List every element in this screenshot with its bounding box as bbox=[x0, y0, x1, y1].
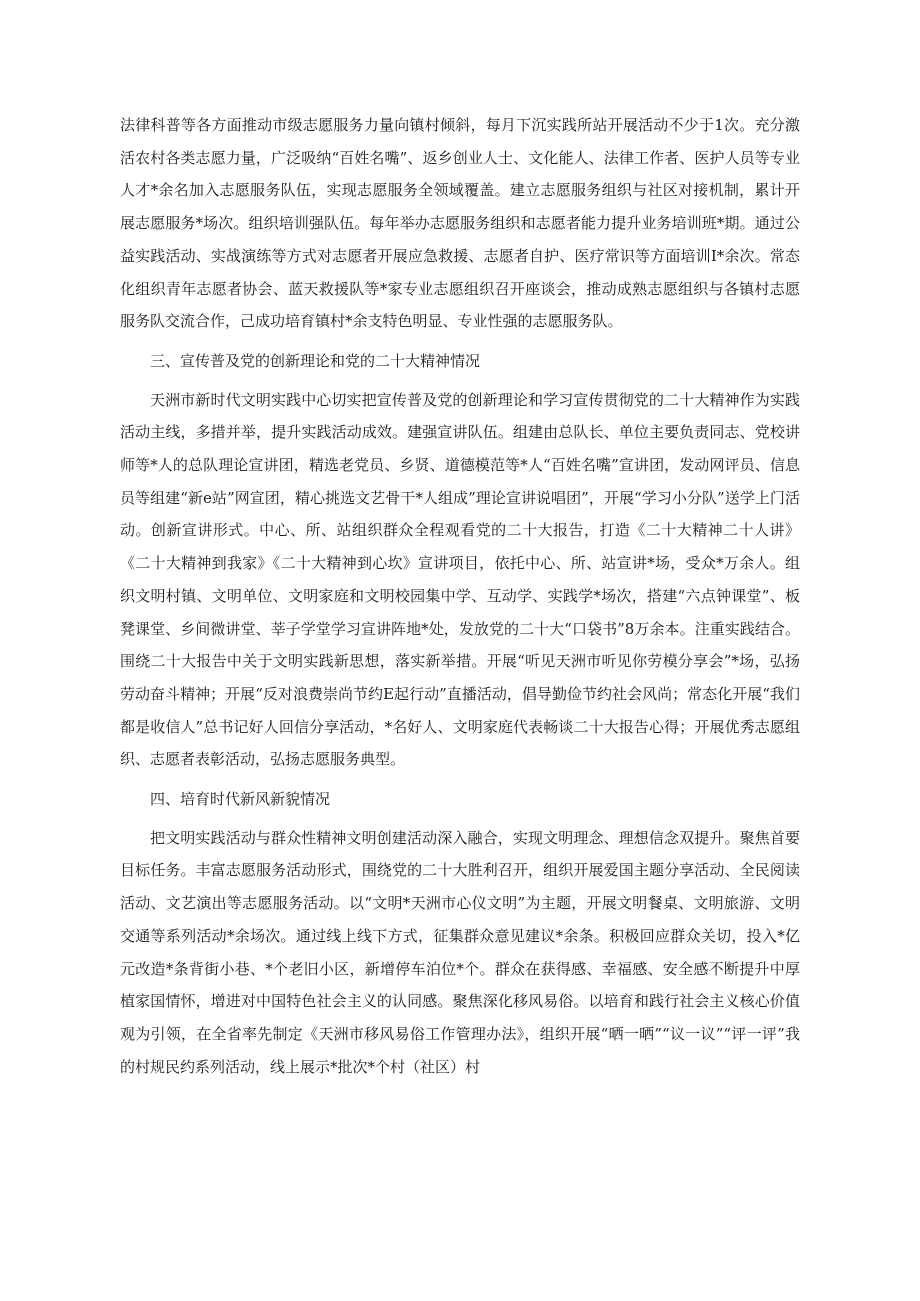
paragraph-new-customs: 把文明实践活动与群众性精神文明创建活动深入融合，实现文明理念、理想信念双提升。聚焦首要目标任务。丰富志愿服务活动形式，围绕党的二十大胜利召开，组织开展爱国主题分享活动、全民阅读活动、文艺演出等志愿服务活动。以“文明*天洲市心仪文明”为主题，开展文明餐桌、文明旅游、文明交通等系列活动*余场次。通过线上线下方式，征集群众意见建议*余条。积极回应群众关切，投入*亿元改造*条背街小巷、*个老旧小区，新增停车泊位*个。群众在获得感、幸福感、安全感不断提升中厚植家国情怀，增进对中国特色社会主义的认同感。聚焦深化移风易俗。以培育和践行社会主义核心价值观为引领，在全省率先制定《天洲市移风易俗工作管理办法》，组织开展“晒一晒”“议一议”“评一评”我的村规民约系列活动，线上展示*批次*个村（社区）村 bbox=[120, 828, 800, 1076]
section-heading-4: 四、培育时代新风新貌情况 bbox=[150, 790, 331, 809]
paragraph-volunteer-services: 法律科普等各方面推动市级志愿服务力量向镇村倾斜，每月下沉实践所站开展活动不少于1次。充分激活农村各类志愿力量，广泛吸纳“百姓名嘴”、返乡创业人士、文化能人、法律工作者、医护人员等专业人才*余名加入志愿服务队伍，实现志愿服务全领域覆盖。建立志愿服务组织与社区对接机制，累计开展志愿服务*场次。组织培训强队伍。每年举办志愿服务组织和志愿者能力提升业务培训班*期。通过公益实践活动、实战演练等方式对志愿者开展应急救援、志愿者自护、医疗常识等方面培训I*余次。常态化组织青年志愿者协会、蓝天救援队等*家专业志愿组织召开座谈会，推动成熟志愿组织与各镇村志愿服务队交流合作，己成功培育镇村*余支特色明显、专业性强的志愿服务队。 bbox=[120, 116, 800, 331]
paragraph-theory-promotion: 天洲市新时代文明实践中心切实把宣传普及党的创新理论和学习宣传贯彻党的二十大精神作为实践活动主线，多措并举，提升实践活动成效。建强宣讲队伍。组建由总队长、单位主要负责同志、党校讲师等*人的总队理论宣讲团，精选老党员、乡贤、道德模范等*人“百姓名嘴”宣讲团，发动网评员、信息员等组建“新e站”网宣团，精心挑选文艺骨干*人组成”理论宣讲说唱团”，开展“学习小分队”送学上门活动。创新宣讲形式。中心、所、站组织群众全程观看党的二十大报告，打造《二十大精神二十人讲》《二十大精神到我家》《二十大精神到心坎》宣讲项目，依托中心、所、站宣讲*场，受众*万余人。组织文明村镇、文明单位、文明家庭和文明校园集中学、互动学、实践学*场次，搭建“六点钟课堂”、板凳课堂、乡间微讲堂、莘子学堂学习宣讲阵地*处，发放党的二十大“口袋书”8万余本。注重实践结合。围绕二十大报告中关于文明实践新思想，落实新举措。开展“听见天洲市听见你劳模分享会”*场，弘扬劳动奋斗精神；开展“反对浪费崇尚节约E起行动”直播活动，倡导勤俭节约社会风尚；常态化开展“我们都是收信人”总书记好人回信分享活动，*名好人、文明家庭代表畅谈二十大报告心得；开展优秀志愿组织、志愿者表彰活动，弘扬志愿服务典型。 bbox=[120, 390, 800, 769]
document-body bbox=[120, 109, 800, 1083]
section-heading-3: 三、宣传普及党的创新理论和党的二十大精神情况 bbox=[150, 351, 481, 370]
